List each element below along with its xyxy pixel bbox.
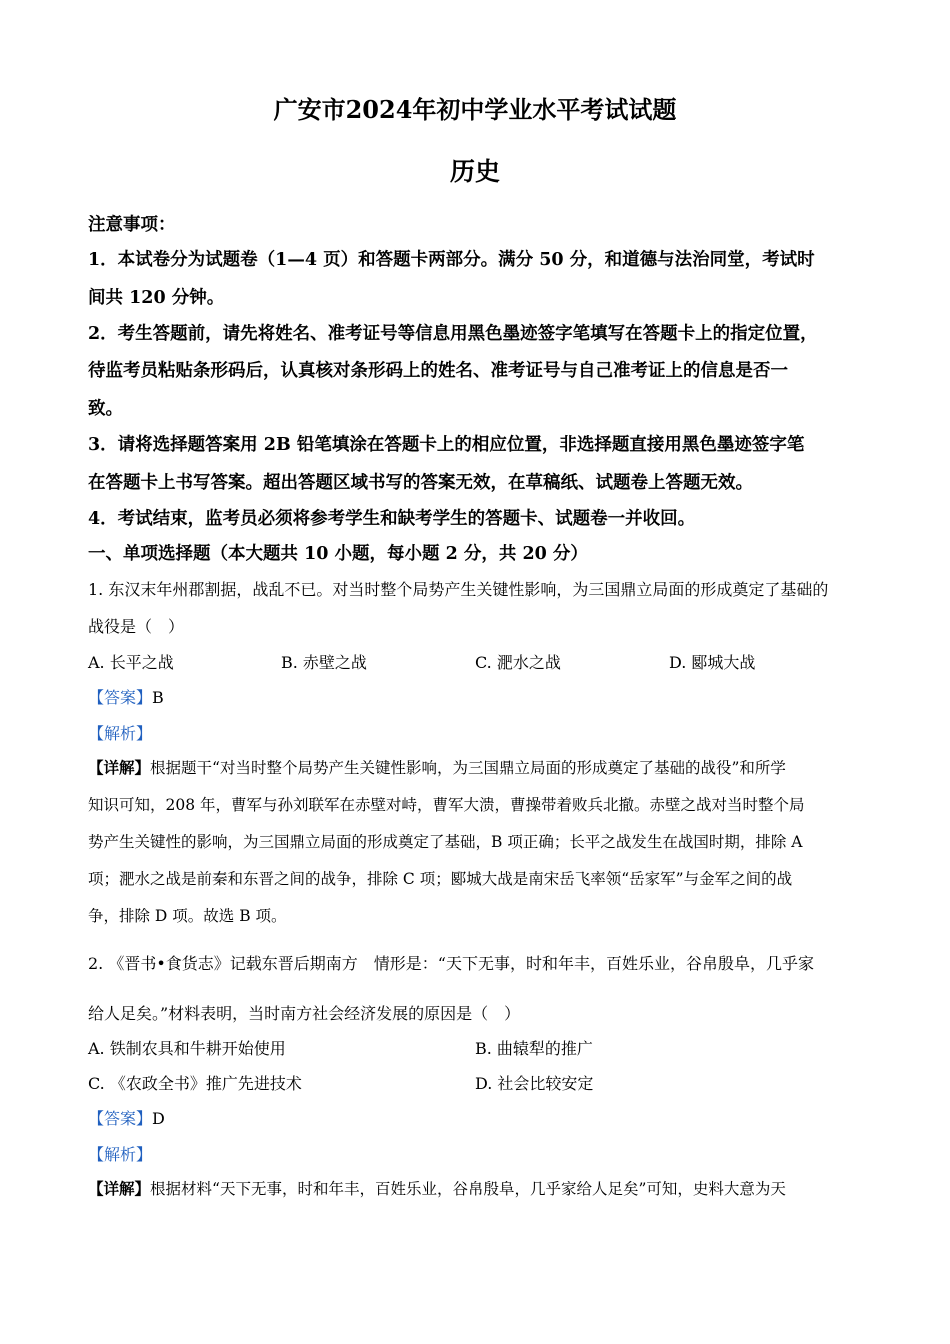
notice-line: 3．请将选择题答案用 2B 铅笔填涂在答题卡上的相应位置，非选择题直接用黑色墨迹签字笔 xyxy=(88,435,805,455)
detail-text: 根据材料“天下无事，时和年丰，百姓乐业，谷帛殷阜，几乎家给人足矣”可知，史料大意为天 xyxy=(150,1180,786,1198)
question-stem: 2. 《晋书•食货志》记载东晋后期南方 情形是：“天下无事，时和年丰，百姓乐业，谷帛殷阜，几乎家 xyxy=(88,954,814,973)
answer-line xyxy=(88,1106,165,1129)
detail-line: 争，排除 D 项。故选 B 项。 xyxy=(88,907,287,925)
option-c: C. 《农政全书》推广先进技术 xyxy=(88,1074,302,1093)
notice-line: 在答题卡上书写答案。超出答题区域书写的答案无效，在草稿纸、试题卷上答题无效。 xyxy=(88,473,753,493)
answer-tag: 【答案】 xyxy=(88,1109,153,1128)
answer-tag: 【答案】 xyxy=(88,688,153,707)
detail-tag: 【详解】 xyxy=(88,758,151,777)
notice-line: 4．考试结束，监考员必须将参考学生和缺考学生的答题卡、试题卷一并收回。 xyxy=(88,509,696,529)
option-b: B. 赤壁之战 xyxy=(281,653,367,672)
notice-heading: 注意事项： xyxy=(88,215,176,235)
option-b: B. 曲辕犁的推广 xyxy=(475,1039,593,1058)
option-a: A. 铁制农具和牛耕开始使用 xyxy=(88,1039,286,1058)
answer-value: B xyxy=(152,688,164,707)
analysis-tag: 【解析】 xyxy=(88,1145,153,1164)
question-stem: 战役是（ ） xyxy=(88,617,185,636)
notice-line: 2．考生答题前，请先将姓名、准考证号等信息用黑色墨迹签字笔填写在答题卡上的指定位置， xyxy=(88,324,818,344)
detail-line xyxy=(88,1177,786,1199)
exam-title: 广安市2024年初中学业水平考试试题 xyxy=(273,95,677,124)
option-c: C. 淝水之战 xyxy=(475,653,561,672)
detail-line: 势产生关键性的影响，为三国鼎立局面的形成奠定了基础，B 项正确；长平之战发生在战国时期，排除 A xyxy=(88,833,803,851)
option-a: A. 长平之战 xyxy=(88,653,174,672)
answer-line xyxy=(88,685,164,708)
subject-title: 历史 xyxy=(449,157,500,186)
answer-value: D xyxy=(152,1109,165,1128)
notice-line: 待监考员粘贴条形码后，认真核对条形码上的姓名、准考证号与自己准考证上的信息是否一 xyxy=(88,361,788,381)
section-heading: 一、单项选择题（本大题共 10 小题，每小题 2 分，共 20 分） xyxy=(88,544,588,564)
detail-text: 根据题干“对当时整个局势产生关键性影响，为三国鼎立局面的形成奠定了基础的战役”和所学 xyxy=(150,759,786,777)
detail-line xyxy=(88,756,786,778)
question-stem: 1. 东汉末年州郡割据，战乱不已。对当时整个局势产生关键性影响，为三国鼎立局面的形成奠定了基础的 xyxy=(88,580,829,599)
analysis-tag: 【解析】 xyxy=(88,724,153,743)
question-stem: 给人足矣。”材料表明，当时南方社会经济发展的原因是（ ） xyxy=(88,1004,521,1023)
option-d: D. 郾城大战 xyxy=(669,653,756,672)
notice-line: 1．本试卷分为试题卷（1—4 页）和答题卡两部分。满分 50 分，和道德与法治同堂，考试时 xyxy=(88,250,815,270)
detail-line: 项；淝水之战是前秦和东晋之间的战争，排除 C 项；郾城大战是南宋岳飞率领“岳家军”与金军之间的战 xyxy=(88,870,793,888)
notice-line: 致。 xyxy=(88,399,123,419)
detail-line: 知识可知，208 年，曹军与孙刘联军在赤壁对峙，曹军大溃，曹操带着败兵北撤。赤壁之战对当时整个局 xyxy=(88,796,805,814)
option-d: D. 社会比较安定 xyxy=(475,1074,594,1093)
notice-line: 间共 120 分钟。 xyxy=(88,288,225,308)
detail-tag: 【详解】 xyxy=(88,1179,151,1198)
